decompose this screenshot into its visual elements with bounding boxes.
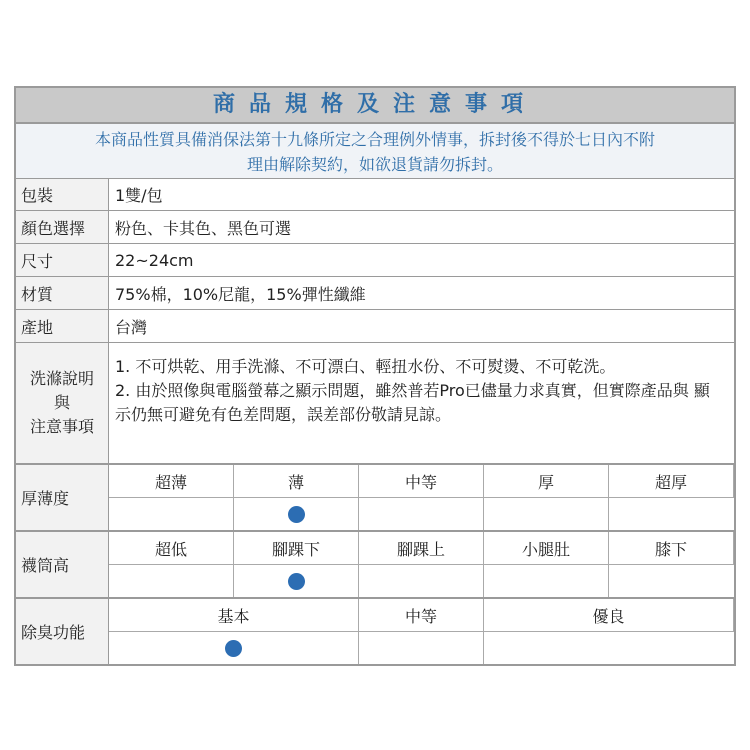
rating-option: 超薄 <box>109 465 234 498</box>
rating-cell <box>609 498 734 530</box>
rating-label: 厚薄度 <box>16 465 109 530</box>
spec-row <box>16 310 734 343</box>
rating-option: 腳踝下 <box>234 532 359 565</box>
wash-label <box>16 343 109 463</box>
spec-label: 尺寸 <box>16 244 109 276</box>
rating-cell <box>359 565 484 597</box>
rating-option: 腳踝上 <box>359 532 484 565</box>
wash-text <box>109 343 734 463</box>
spec-value: 台灣 <box>115 317 148 337</box>
rating-cell <box>484 632 734 664</box>
rating-cell <box>109 498 234 530</box>
spec-row <box>16 277 734 310</box>
rating-option: 厚 <box>484 465 609 498</box>
notice-line: 本商品性質具備消保法第十九條所定之合理例外情事，拆封後不得於七日內不附 <box>94 130 655 149</box>
rating-cell <box>109 565 234 597</box>
rating-label: 襪筒高 <box>16 532 109 597</box>
wash-line: 2. 由於照像與電腦螢幕之顯示問題，雖然普若Pro已儘量力求真實，但實際產品與 顯示仍無可避免有色差問題，誤差部份敬請見諒。 <box>115 381 710 424</box>
notice-line: 理由解除契約，如欲退貨請勿拆封。 <box>246 155 503 174</box>
spec-value: 1雙/包 <box>115 186 163 205</box>
return-notice <box>16 124 734 179</box>
spec-label: 產地 <box>16 310 109 342</box>
spec-value: 22~24cm <box>115 250 194 270</box>
rating-option: 基本 <box>109 599 359 632</box>
wash-row <box>16 343 734 465</box>
page-title: 商品規格及注意事項 <box>16 88 734 124</box>
rating-cell <box>609 565 734 597</box>
rating-cell <box>484 565 609 597</box>
spec-label: 材質 <box>16 277 109 309</box>
spec-table <box>14 86 736 666</box>
spec-label: 包裝 <box>16 179 109 210</box>
rating-row <box>16 599 734 664</box>
rating-option: 膝下 <box>609 532 734 565</box>
spec-row <box>16 179 734 211</box>
label-line: 注意事項 <box>29 417 94 436</box>
rating-cell <box>359 498 484 530</box>
rating-label: 除臭功能 <box>16 599 109 664</box>
rating-row <box>16 532 734 599</box>
rating-cell <box>234 498 359 530</box>
spec-row <box>16 244 734 277</box>
rating-option: 中等 <box>359 465 484 498</box>
spec-label: 顏色選擇 <box>16 211 109 243</box>
selected-dot-icon <box>288 573 305 590</box>
rating-option: 優良 <box>484 599 734 632</box>
rating-cell <box>109 632 359 664</box>
rating-option: 超厚 <box>609 465 734 498</box>
rating-option: 小腿肚 <box>484 532 609 565</box>
rating-cell <box>359 632 484 664</box>
label-line: 與 <box>53 393 70 412</box>
spec-value: 75%棉，10%尼龍，15%彈性纖維 <box>115 284 366 304</box>
selected-dot-icon <box>225 640 242 657</box>
label-line: 洗滌說明 <box>29 369 94 388</box>
rating-option: 薄 <box>234 465 359 498</box>
spec-value: 粉色、卡其色、黑色可選 <box>115 218 292 238</box>
selected-dot-icon <box>288 506 305 523</box>
rating-option: 中等 <box>359 599 484 632</box>
rating-cell <box>484 498 609 530</box>
rating-row <box>16 465 734 532</box>
wash-line: 1. 不可烘乾、用手洗滌、不可漂白、輕扭水份、不可熨燙、不可乾洗。 <box>115 357 616 376</box>
rating-option: 超低 <box>109 532 234 565</box>
rating-cell <box>234 565 359 597</box>
spec-row <box>16 211 734 244</box>
